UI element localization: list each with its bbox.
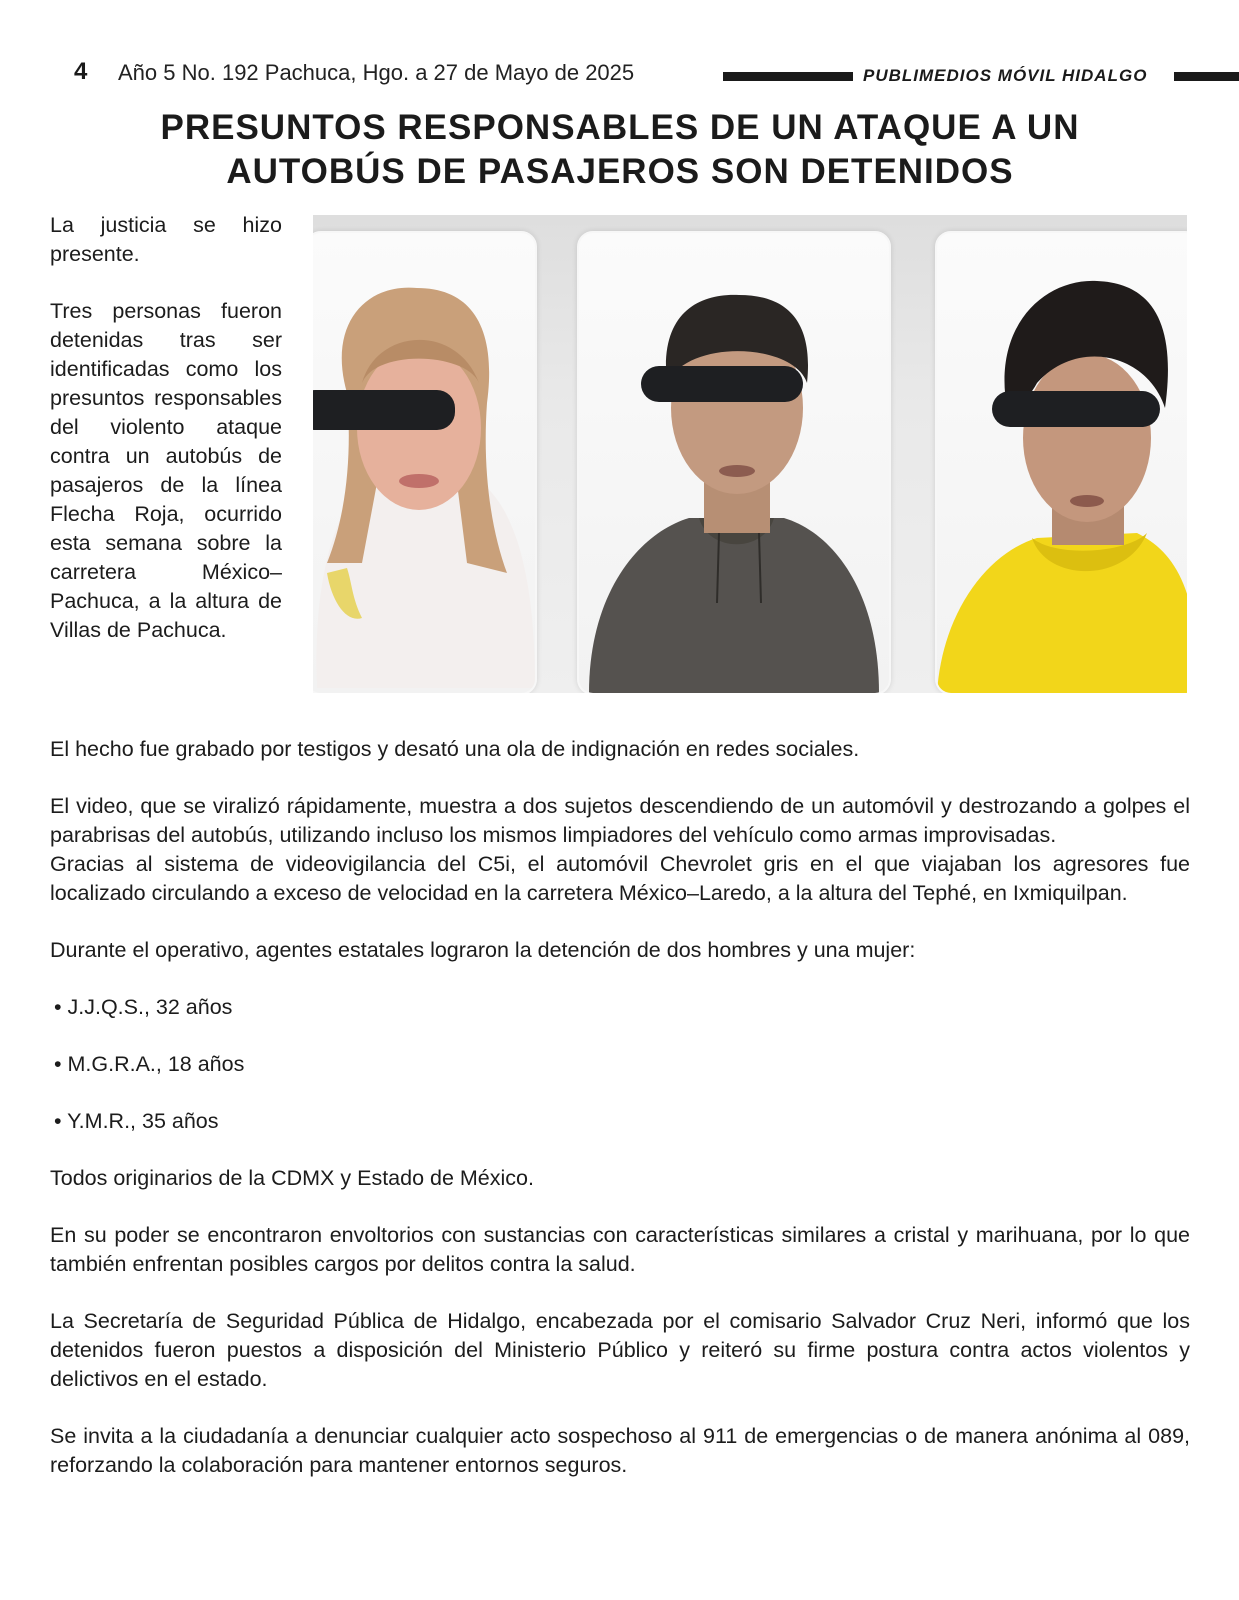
paragraph-8: En su poder se encontraron envoltorios con sustancias con características similares a cristal y marihuana, por lo que también enfrentan posibles cargos por delitos contra la salud.	[50, 1223, 1190, 1276]
page-number: 4	[74, 58, 88, 85]
intro-paragraph-2: Tres personas fueron detenidas tras ser identificadas como los presuntos responsables del violento ataque contra un autobús de pasajeros de la línea Flecha Roja, ocurrido esta semana sobre la carretera México–Pachuca, a la altura de Villas de Pachuca.	[50, 299, 282, 642]
article-headline	[60, 106, 1180, 194]
detainee-item-2: • M.G.R.A., 18 años	[54, 1052, 245, 1076]
article-body	[50, 735, 1190, 1508]
detainee-item-3: • Y.M.R., 35 años	[54, 1109, 219, 1133]
headline-line-2: AUTOBÚS DE PASAJEROS SON DETENIDOS	[226, 152, 1014, 191]
header-rule-right	[1174, 72, 1239, 81]
detainee-item-1: • J.J.Q.S., 32 años	[54, 995, 233, 1019]
portrait-man-gray-figure	[579, 233, 889, 693]
paragraph-9: La Secretaría de Seguridad Pública de Hidalgo, encabezada por el comisario Salvador Cruz Neri, informó que los detenidos fueron puestos a disposición del Ministerio Público y reiteró su firme postura contra actos violentos y delictivos en el estado.	[50, 1309, 1190, 1391]
paragraph-6: Durante el operativo, agentes estatales lograron la detención de dos hombres y una mujer:	[50, 938, 916, 962]
paragraph-7: Todos originarios de la CDMX y Estado de México.	[50, 1166, 534, 1190]
portrait-woman-figure	[313, 233, 535, 693]
paragraph-3: El hecho fue grabado por testigos y desató una ola de indignación en redes sociales.	[50, 737, 860, 761]
paragraph-10: Se invita a la ciudadanía a denunciar cualquier acto sospechoso al 911 de emergencias o de manera anónima al 089, reforzando la colaboración para mantener entornos seguros.	[50, 1424, 1190, 1477]
header-rule-left	[723, 72, 853, 81]
issue-dateline: Año 5 No. 192 Pachuca, Hgo. a 27 de Mayo de 2025	[118, 60, 635, 85]
portrait-man-yellow-figure	[937, 233, 1187, 693]
detainee-photo-woman	[313, 231, 537, 693]
paragraph-5: Gracias al sistema de videovigilancia del C5i, el automóvil Chevrolet gris en el que viajaban los agresores fue localizado circulando a exceso de velocidad en la carretera México–Laredo, a la altura del Tephé, en Ixmiquilpan.	[50, 852, 1190, 905]
detainee-photo-man-yellow	[935, 231, 1187, 693]
intro-paragraph-1: La justicia se hizo presente.	[50, 213, 282, 266]
detainee-photo-man-gray	[577, 231, 891, 693]
paragraph-4: El video, que se viralizó rápidamente, muestra a dos sujetos descendiendo de un automóvil y destrozando a golpes el parabrisas del autobús, utilizando incluso los mismos limpiadores del vehículo como armas improvisadas.	[50, 794, 1190, 847]
headline-line-1: PRESUNTOS RESPONSABLES DE UN ATAQUE A UN	[160, 108, 1080, 147]
intro-column	[50, 211, 282, 673]
detainees-photo	[313, 215, 1187, 693]
page-header	[0, 52, 1239, 92]
publication-brand: PUBLIMEDIOS MÓVIL HIDALGO	[863, 66, 1148, 85]
